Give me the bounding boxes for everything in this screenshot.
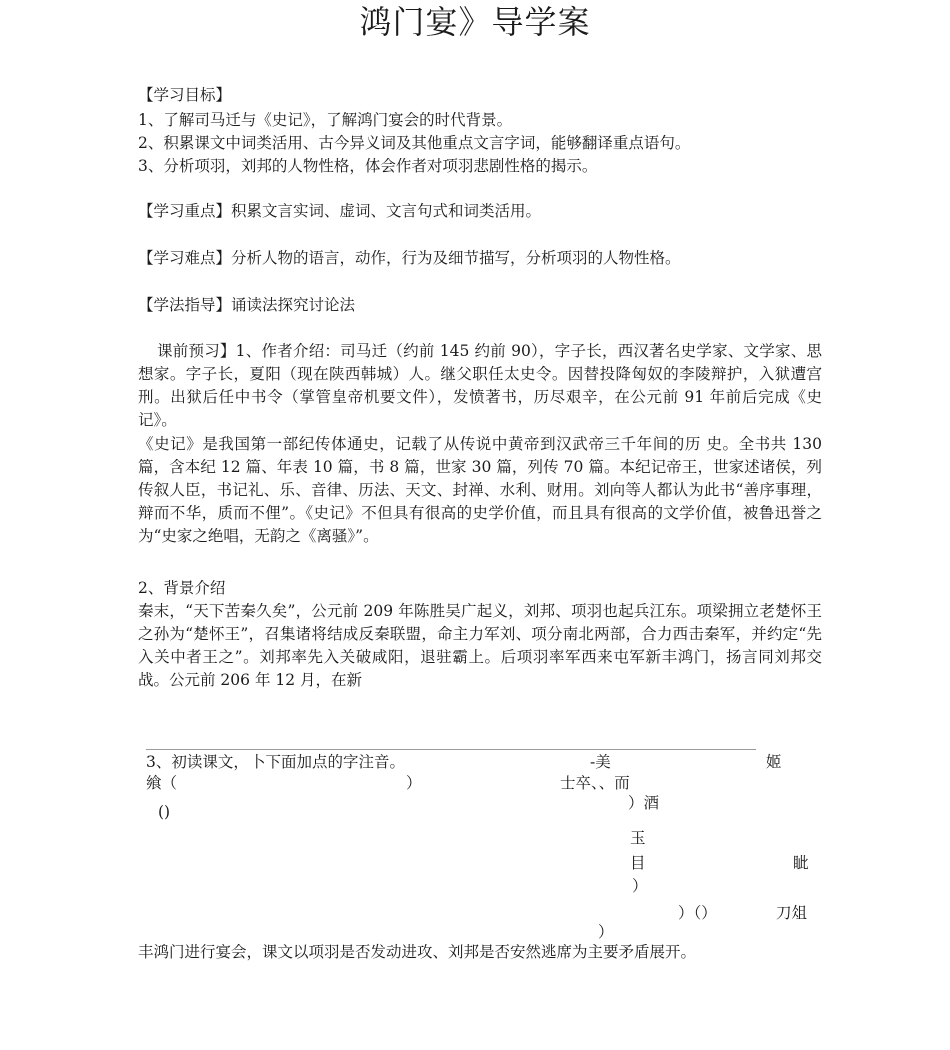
document-title: 鸿门宴》导学案: [359, 3, 591, 41]
study-method: 【学法指导】诵读法探究讨论法: [138, 296, 356, 314]
key-points: 【学习重点】积累文言实词、虚词、文言句式和词类活用。: [138, 202, 542, 220]
objective-item: 2、积累课文中词类活用、古今异义词及其他重点文言字词，能够翻译重点语句。: [138, 134, 691, 152]
background-heading: 2、背景介绍: [138, 579, 226, 597]
shiji-introduction: 《史记》是我国第一部纪传体通史，记载了从传说中黄帝到汉武帝三千年间的历 史。全书共 130 篇，含本纪 12 篇、年表 10 篇，书 8 篇，世家 30 篇，列传 70 篇。本纪记帝王，世家述诸侯，列传叙人臣，书记礼、乐、音律、历法、天文、封禅、水利、财用。刘向等人都认为此书“善序事理，辩而不华，质而不俚”。《史记》不但具有很高的史学价值，而且具有很高的文学价值，被鲁迅誉之为“史家之绝唱，无韵之《离骚》”。: [138, 435, 822, 545]
exercise-fragment: 目: [630, 854, 646, 872]
exercise-fragment: -美: [590, 753, 611, 771]
exercise-fragment: 玉: [630, 829, 646, 847]
exercise-fragment: ）: [406, 774, 422, 792]
objective-item: 3、分析项羽，刘邦的人物性格，体会作者对项羽悲剧性格的揭示。: [138, 157, 598, 175]
exercise-fragment: 士卒、、而: [560, 774, 630, 792]
objectives-section: [138, 84, 822, 178]
exercise-fragment: (): [158, 803, 171, 821]
divider-line: [146, 749, 756, 750]
exercise-fragment: ）: [598, 923, 614, 941]
objectives-heading: 【学习目标】: [138, 86, 232, 104]
exercise-fragment: ）（）: [678, 904, 717, 922]
exercise-instruction: 卜下面加点的字注音。: [250, 753, 406, 771]
exercise-fragment: 眦: [793, 854, 809, 872]
closing-paragraph: 丰鸿门进行宴会，课文以项羽是否发动进攻、刘邦是否安然逃席为主要矛盾展开。: [138, 943, 697, 961]
exercise-fragment: ）酒: [628, 794, 660, 812]
exercise-fragment: 姬: [766, 753, 782, 771]
exercise-label: 3、初读课文，: [146, 753, 249, 771]
exercise-fragment: ）: [632, 877, 648, 895]
exercise-fragment: 刀俎: [776, 904, 808, 922]
background-paragraph: 秦末，“天下苦秦久矣”，公元前 209 年陈胜吴广起义，刘邦、项羽也起兵江东。项梁拥立老楚怀王之孙为“楚怀王”，召集诸将结成反秦联盟，命主力军刘、项分南北两部，合力西击秦军，并约定“先入关中者王之”。刘邦率先入关破咸阳，退驻霸上。后项羽率军西来屯军新丰鸿门，扬言同刘邦交战。公元前 206 年 12 月，在新: [138, 602, 822, 689]
objective-item: 1、了解司马迁与《史记》，了解鸿门宴会的时代背景。: [138, 111, 513, 129]
difficulties: 【学习难点】分析人物的语言，动作，行为及细节描写，分析项羽的人物性格。: [138, 249, 681, 267]
exercise-fragment: 飨（: [146, 774, 178, 792]
author-introduction: 课前预习】1、作者介绍：司马迁（约前 145 约前 90），字子长，西汉著名史学家、文学家、思想家。字子长，夏阳（现在陕西韩城）人。继父职任太史令。因替投降匈奴的李陵辩护，入狱遭宫刑。出狱后任中书令（掌管皇帝机要文件），发愤著书，历尽艰辛，在公元前 91 年前后完成《史记》。: [138, 342, 822, 429]
